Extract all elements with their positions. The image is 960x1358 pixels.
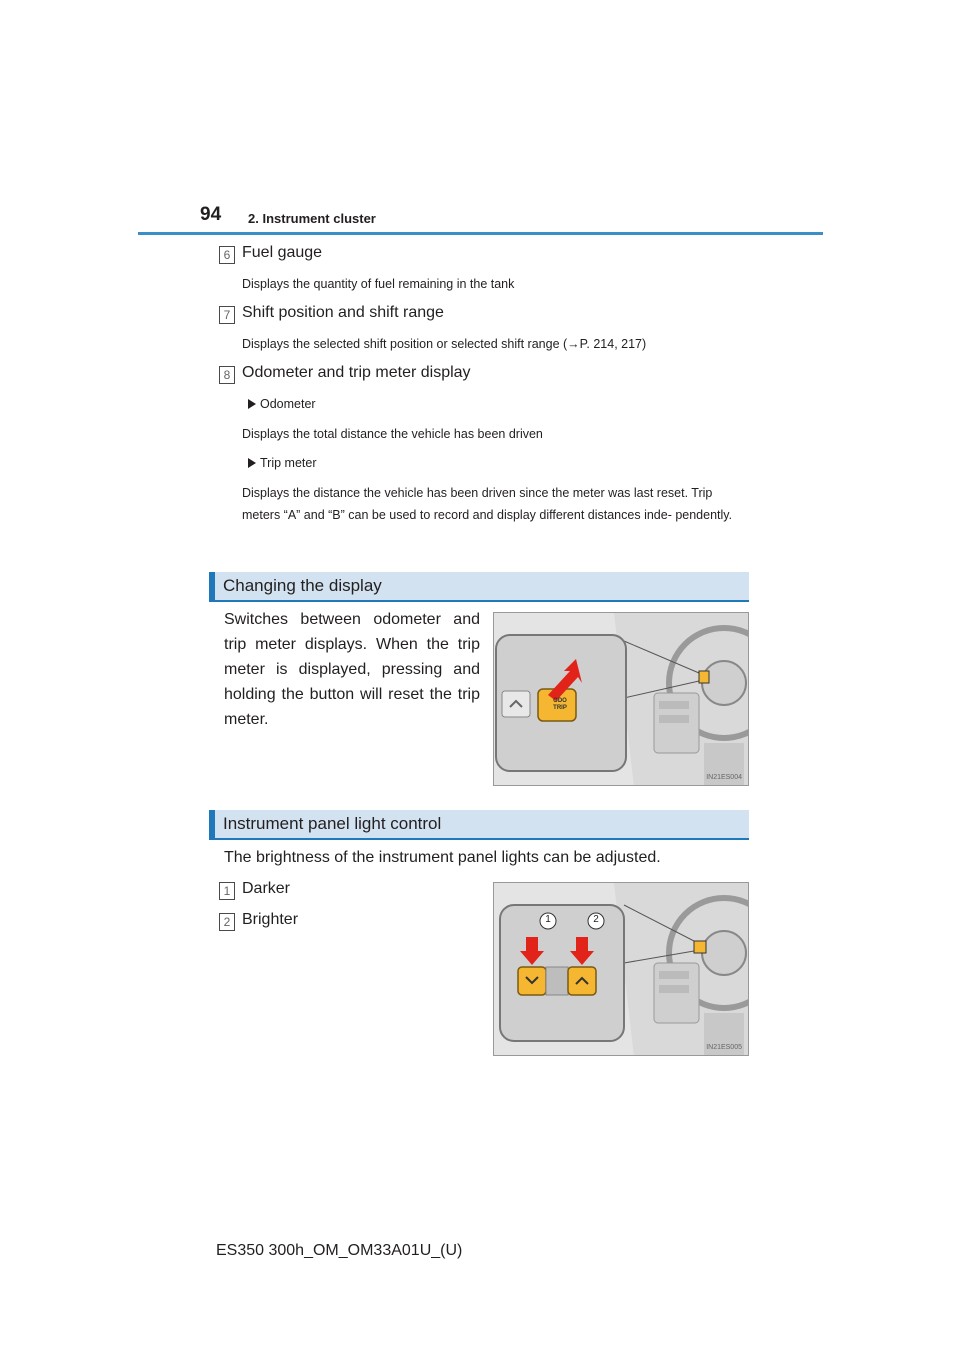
item-number-badge: 8 xyxy=(219,366,235,384)
list-number-badge: 1 xyxy=(219,882,235,900)
item-heading-shift-position: Shift position and shift range xyxy=(242,304,444,321)
item-number-badge: 6 xyxy=(219,246,235,264)
subitem-description: Displays the total distance the vehicle has been driven xyxy=(242,427,543,441)
item-heading-fuel-gauge: Fuel gauge xyxy=(242,244,323,261)
page-number: 94 xyxy=(200,204,222,225)
odo-label: ODO xyxy=(553,698,567,704)
section-title: 2. Instrument cluster xyxy=(248,211,376,226)
subitem-trip-meter xyxy=(248,456,317,470)
section-band-changing-display xyxy=(209,572,749,602)
figure-code: IN21ES005 xyxy=(706,1044,742,1051)
triangle-bullet-icon xyxy=(248,399,256,409)
figure-code: IN21ES004 xyxy=(706,774,742,781)
dashboard-illustration xyxy=(494,883,749,1056)
triangle-bullet-icon xyxy=(248,458,256,468)
panel-light-button-illustration xyxy=(493,882,749,1056)
section-band-panel-light xyxy=(209,810,749,840)
footer-doc-code: ES350 300h_OM_OM33A01U_(U) xyxy=(216,1242,463,1259)
subitem-description: Displays the distance the vehicle has been driven since the meter was last reset. Trip meters “A” and “B” can be used to record and display different distances inde- pendently. xyxy=(242,486,733,522)
list-item-darker: Darker xyxy=(242,880,291,897)
header-divider xyxy=(138,232,823,235)
list-item-brighter: Brighter xyxy=(242,911,299,928)
item-number-badge: 7 xyxy=(219,306,235,324)
section-heading: Instrument panel light control xyxy=(223,814,442,833)
item-description: Displays the quantity of fuel remaining in the tank xyxy=(242,277,515,291)
callout-number: 1 xyxy=(545,914,551,925)
subitem-label: Odometer xyxy=(260,397,316,411)
item-description: Displays the selected shift position or selected shift range (→P. 214, 217) xyxy=(242,337,647,351)
section-heading: Changing the display xyxy=(223,576,382,595)
changing-display-body: Switches between odometer and trip meter displays. When the trip meter is displayed, pressing and holding the button will reset the trip meter. xyxy=(224,611,480,728)
callout-number: 2 xyxy=(593,914,599,925)
subitem-label: Trip meter xyxy=(260,456,317,470)
panel-light-body: The brightness of the instrument panel lights can be adjusted. xyxy=(224,849,661,866)
item-heading-odometer: Odometer and trip meter display xyxy=(242,364,471,381)
subitem-odometer xyxy=(248,397,316,411)
dashboard-illustration xyxy=(494,613,749,786)
list-number-badge: 2 xyxy=(219,913,235,931)
trip-label: TRIP xyxy=(553,705,567,711)
odo-trip-button-illustration xyxy=(493,612,749,786)
